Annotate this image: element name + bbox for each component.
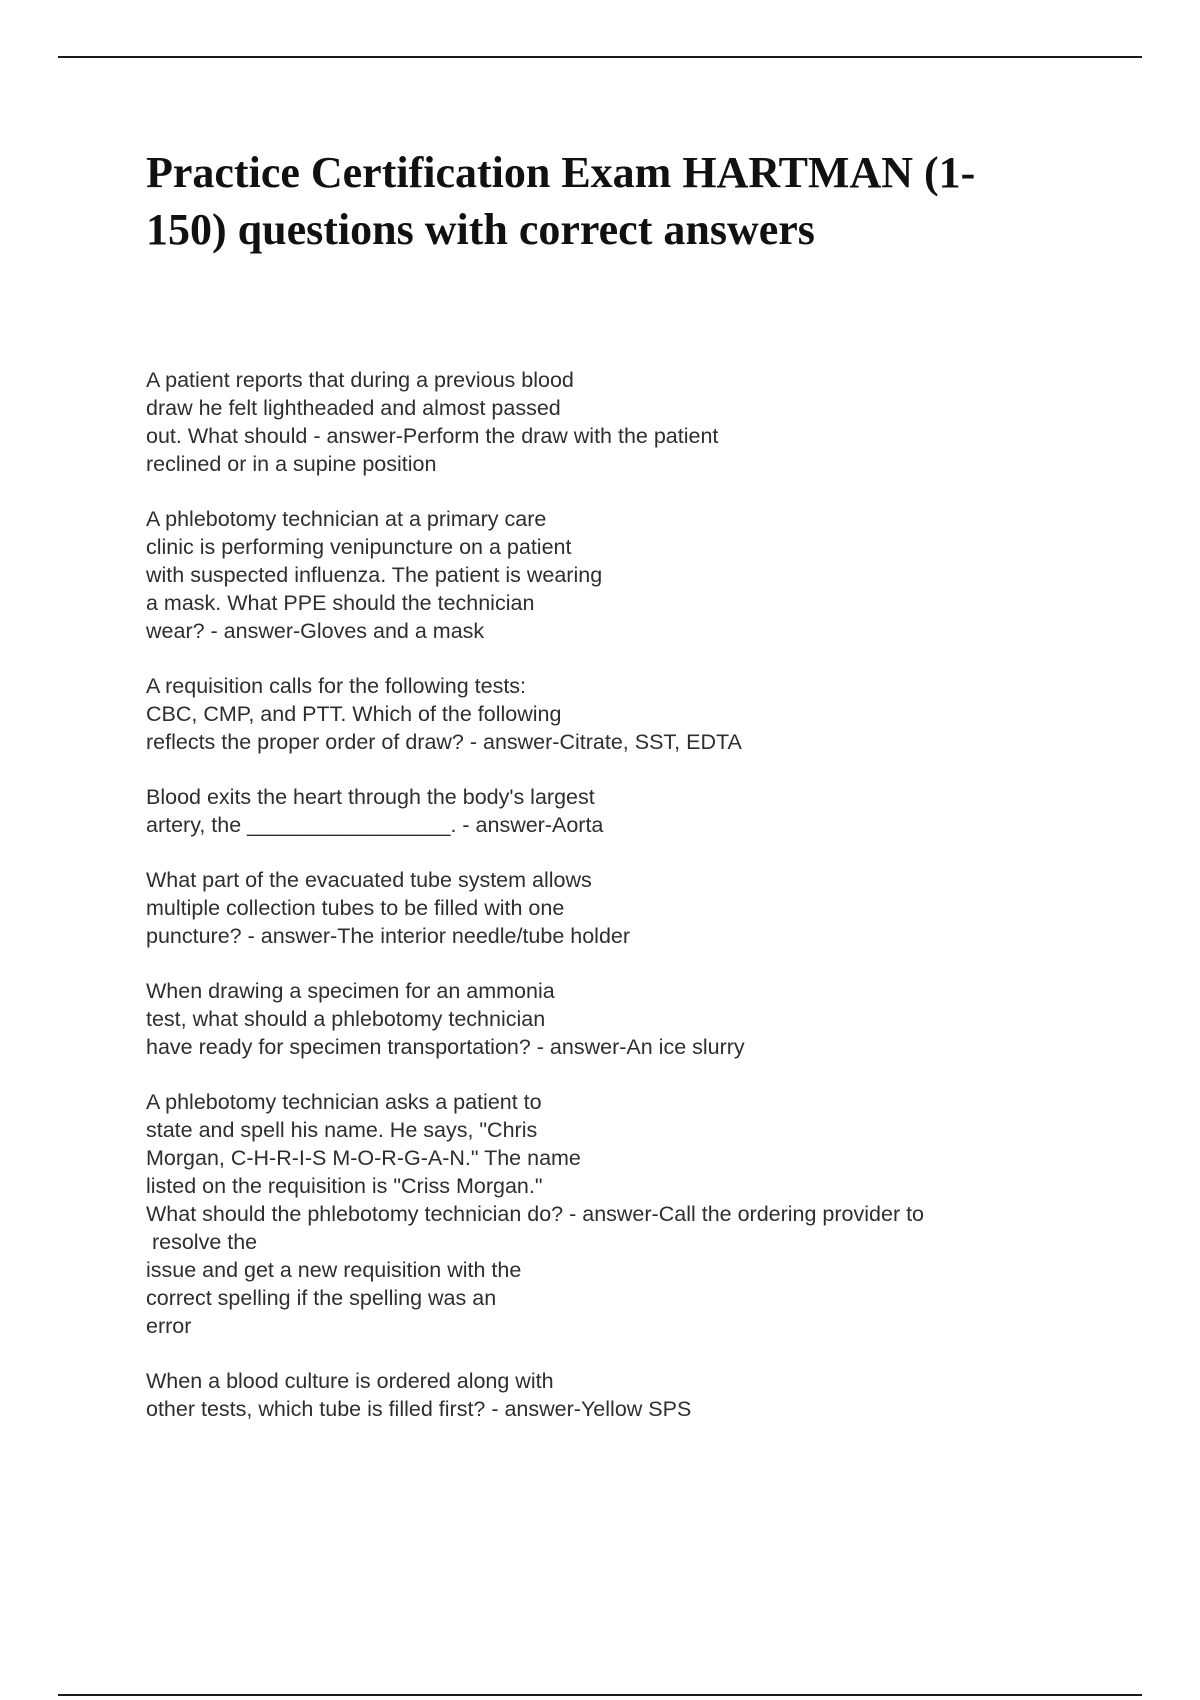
qa-line: listed on the requisition is "Criss Morgan." xyxy=(146,1174,543,1198)
header-rule xyxy=(58,56,1142,58)
qa-line: A phlebotomy technician at a primary care xyxy=(146,507,547,531)
qa-line: CBC, CMP, and PTT. Which of the following xyxy=(146,702,562,726)
qa-line: When a blood culture is ordered along with xyxy=(146,1369,554,1393)
qa-item xyxy=(146,505,1106,645)
qa-line: A phlebotomy technician asks a patient to xyxy=(146,1090,542,1114)
qa-line: resolve the xyxy=(146,1230,258,1254)
qa-line: What part of the evacuated tube system allows xyxy=(146,868,592,892)
qa-line: draw he felt lightheaded and almost passed xyxy=(146,396,561,420)
title-line: Practice Certification Exam HARTMAN (1- xyxy=(146,148,976,197)
qa-line: a mask. What PPE should the technician xyxy=(146,591,535,615)
qa-line: Blood exits the heart through the body's largest xyxy=(146,785,595,809)
qa-line: reclined or in a supine position xyxy=(146,452,437,476)
qa-line: other tests, which tube is filled first? - answer-Yellow SPS xyxy=(146,1397,692,1421)
qa-line: What should the phlebotomy technician do? - answer-Call the ordering provider to xyxy=(146,1202,925,1226)
qa-item xyxy=(146,1088,1106,1340)
question-answer-list xyxy=(146,366,1106,1450)
qa-line: puncture? - answer-The interior needle/tube holder xyxy=(146,924,631,948)
qa-line: multiple collection tubes to be filled with one xyxy=(146,896,565,920)
footer-rule xyxy=(58,1694,1142,1696)
qa-item xyxy=(146,366,1106,478)
qa-line: have ready for specimen transportation? - answer-An ice slurry xyxy=(146,1035,745,1059)
qa-line: clinic is performing venipuncture on a patient xyxy=(146,535,572,559)
qa-line: out. What should - answer-Perform the draw with the patient xyxy=(146,424,719,448)
qa-item xyxy=(146,866,1106,950)
qa-item xyxy=(146,977,1106,1061)
qa-line: When drawing a specimen for an ammonia xyxy=(146,979,555,1003)
title-line: 150) questions with correct answers xyxy=(146,205,815,254)
qa-line: reflects the proper order of draw? - answer-Citrate, SST, EDTA xyxy=(146,730,742,754)
qa-line: correct spelling if the spelling was an xyxy=(146,1286,497,1310)
document-title xyxy=(146,144,1086,258)
qa-line: test, what should a phlebotomy technician xyxy=(146,1007,546,1031)
qa-line: with suspected influenza. The patient is wearing xyxy=(146,563,603,587)
qa-line: A patient reports that during a previous blood xyxy=(146,368,574,392)
qa-item xyxy=(146,783,1106,839)
qa-line: Morgan, C-H-R-I-S M-O-R-G-A-N." The name xyxy=(146,1146,581,1170)
qa-line: artery, the _________________. - answer-Aorta xyxy=(146,813,604,837)
qa-line: A requisition calls for the following tests: xyxy=(146,674,527,698)
qa-line: wear? - answer-Gloves and a mask xyxy=(146,619,485,643)
qa-item xyxy=(146,672,1106,756)
qa-line: error xyxy=(146,1314,192,1338)
qa-line: issue and get a new requisition with the xyxy=(146,1258,522,1282)
qa-item xyxy=(146,1367,1106,1423)
qa-line: state and spell his name. He says, "Chris xyxy=(146,1118,538,1142)
